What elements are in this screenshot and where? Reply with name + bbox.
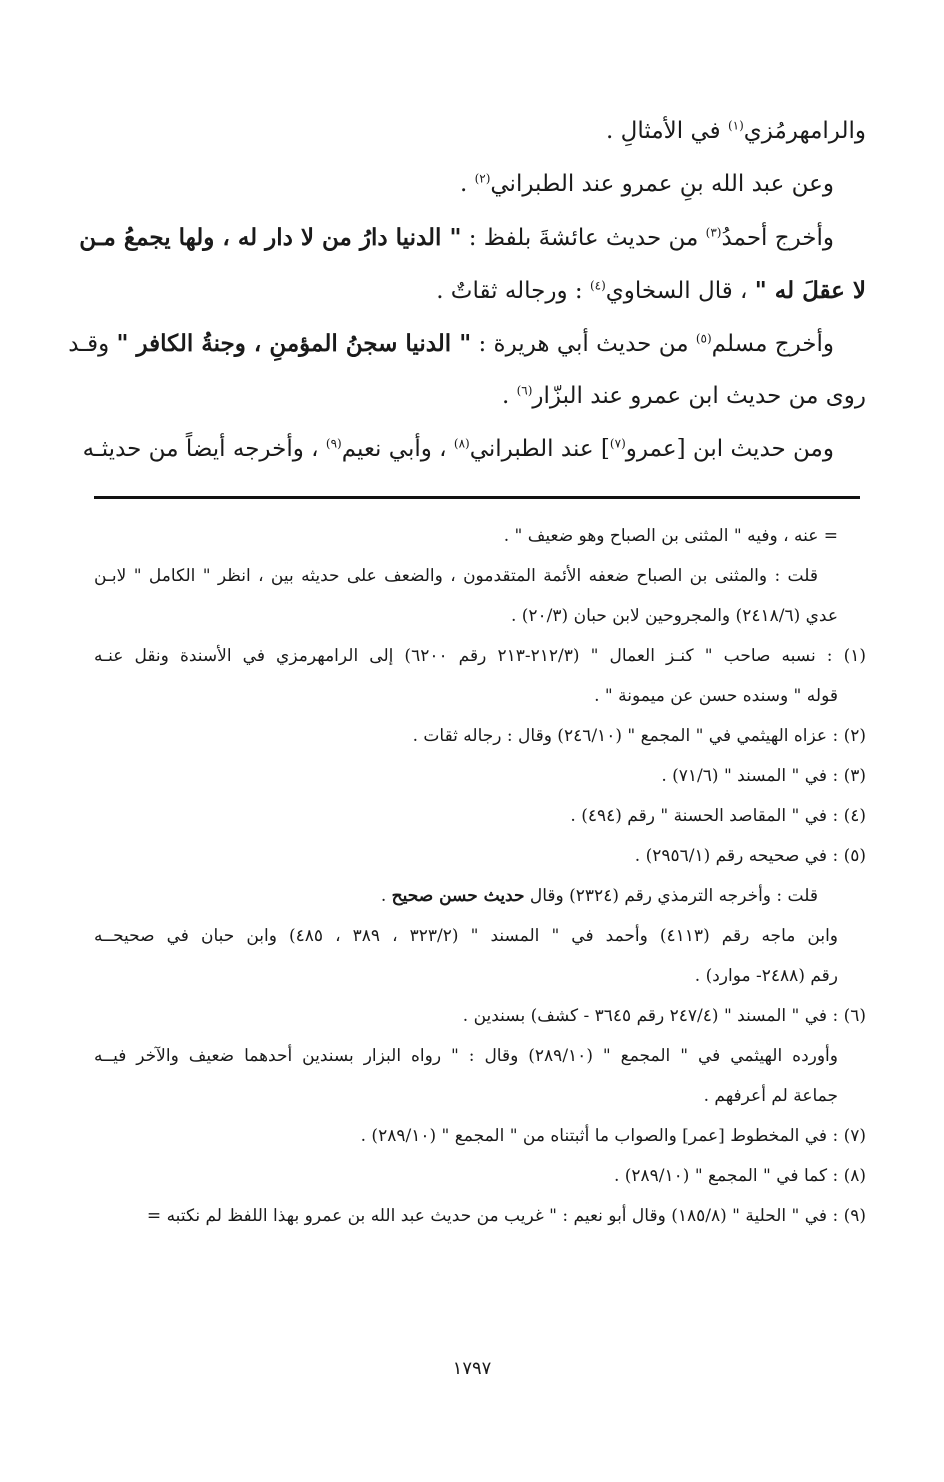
main-line-5 [68,317,866,370]
hadith-quote: " الدنيا دارُ من لا دار له ، ولها يجمعُ مـن [79,224,462,251]
page-number: ١٧٩٧ [452,1358,492,1379]
hadith-quote: " الدنيا سجنُ المؤمنِ ، وجنةُ الكافر " [116,330,472,357]
footnote-line: (٤) : في " المقاصد الحسنة " رقم (٤٩٤) . [570,806,866,826]
footnote-ref: (٦) [516,383,533,398]
text-segment: وأخرج مسلم [711,331,834,357]
footnote-line: (٣) : في " المسند " (٧١/٦) . [661,766,866,786]
text-segment: من حديث عائشةَ بلفظ : [461,225,706,251]
footnote-line: (٥) : في صحيحه رقم (٢٩٥٦/١) . [634,846,866,866]
text-segment: ، قال السخاوي [605,278,755,304]
footnote-ref: (٣) [705,225,722,240]
footnote-line: (٦) : في " المسند " (٢٤٧/٤ رقم ٣٦٤٥ - كشف) بسندين . [462,1006,866,1026]
text-segment: ، وأبي نعيم [341,436,454,462]
text-segment: من حديث أبي هريرة : [471,331,696,357]
footnote-line [94,876,866,916]
footnote-line: (٢) : عزاه الهيثمي في " المجمع " (٢٤٦/١٠) وقال : رجاله ثقات . [412,726,866,746]
text-segment: ومن حديث ابن [عمرو [625,436,834,462]
footnote-ref: (٨) [453,436,470,451]
main-text [68,105,866,476]
footnote-line: قوله " وسنده حسن عن ميمونة " . [594,686,838,706]
footnote-line: رقم (٢٤٨٨- موارد) . [694,966,838,986]
text-segment: . [380,886,392,906]
footnote-ref: (١) [727,118,744,133]
footnote-ref: (٢) [474,171,491,186]
footnote-line: وابن ماجه رقم (٤١١٣) وأحمد في " المسند " (٣٢٣/٢ ، ٣٨٩ ، ٤٨٥) وابن حبان في صحيحــه [94,926,839,946]
text-segment: قلت : وأخرجه الترمذي رقم (٢٣٢٤) وقال [524,886,818,906]
footnote-line: (٩) : في " الحلية " (١٨٥/٨) وقال أبو نعيم : " غريب من حديث عبد الله بن عمرو بهذا اللفظ لم نكتبه = [146,1206,866,1226]
text-segment: وأخرج أحمدُ [721,225,834,251]
footnote-line: (٧) : في المخطوط [عمر] والصواب ما أثبتناه من " المجمع " (٢٨٩/١٠) . [360,1126,866,1146]
footnote-line: (٨) : كما في " المجمع " (٢٨٩/١٠) . [613,1166,866,1186]
main-line-2 [94,158,866,211]
footnote-line: عدي (٢٤١٨/٦) والمجروحين لابن حبان (٢٠/٣) . [510,606,838,626]
main-line-1 [94,105,866,158]
footnote-ref: (٤) [589,278,606,293]
footnote-ref: (٥) [695,331,712,346]
main-line-7 [82,423,866,476]
footnote-line: جماعة لم أعرفهم . [703,1086,838,1106]
text-segment: روى من حديث ابن عمرو عند البزّار [532,383,866,409]
footnote-ref: (٧) [609,436,626,451]
text-segment: والرامهرمُزي [743,118,866,144]
text-segment: ، وأخرجه أيضاً من حديثـه [82,436,326,462]
footnotes [94,516,866,1236]
text-segment: في الأمثالِ . [606,118,728,144]
footnote-line: (١) : نسبه صاحب " كنـز العمال " (٢١٢/٣-٢١٣ رقم ٦٢٠٠) إلى الرامهرمزي في الأسندة ونقل عنـه [94,646,866,666]
hadith-quote: لا عقلَ له " [754,277,866,304]
footnote-line: = عنه ، وفيه " المثنى بن الصباح وهو ضعيف " . [503,526,838,546]
main-line-6 [94,370,866,423]
footnote-line: وأورده الهيثمي في " المجمع " (٢٨٩/١٠) وقال : " رواه البزار بسندين أحدهما ضعيف والآخر فيــه [94,1046,838,1066]
footnote-ref: (٩) [325,436,342,451]
footnote-divider [94,496,860,499]
text-segment: وقـد [68,331,117,357]
main-line-4 [94,264,866,317]
text-segment: . [501,383,517,409]
text-segment: ] عند الطبراني [469,436,610,462]
grading-text: حديث حسن صحيح [391,886,525,906]
text-segment: : ورجاله ثقاتٌ . [436,278,590,304]
footnote-line: قلت : والمثنى بن الصباح ضعفه الأئمة المتقدمون ، والضعف على حديثه بين ، انظر " الكامل " لابـن [94,566,818,586]
main-line-3 [79,211,866,264]
text-segment: . [459,171,475,197]
text-segment: وعن عبد الله بنِ عمرو عند الطبراني [490,171,834,197]
